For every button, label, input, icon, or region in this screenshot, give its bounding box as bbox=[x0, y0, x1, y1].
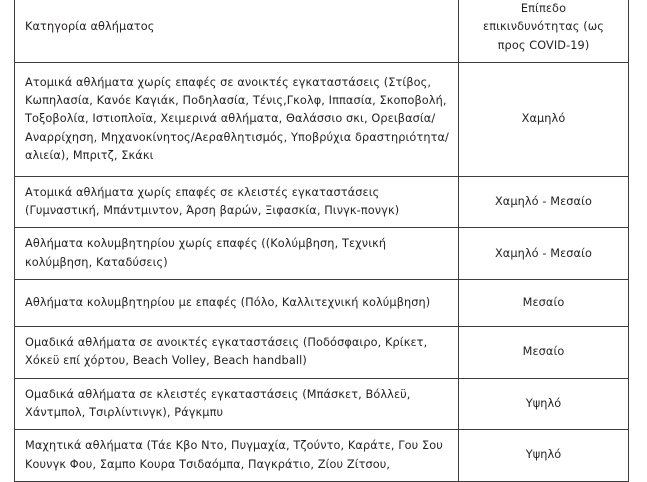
table-row bbox=[15, 280, 629, 327]
table-row bbox=[15, 176, 629, 228]
cell-risk-level: Χαμηλό - Μεσαίο bbox=[459, 176, 629, 228]
cell-sport-category: Αθλήματα κολυμβητηρίου με επαφές (Πόλο, Καλλιτεχνική κολύμβηση) bbox=[15, 280, 459, 327]
column-header-risk-level bbox=[459, 0, 629, 62]
cell-risk-level: Υψηλό bbox=[459, 378, 629, 430]
cell-sport-category: Αθλήματα κολυμβητηρίου χωρίς επαφές ((Κολύμβηση, Τεχνική κολύμβηση, Καταδύσεις) bbox=[15, 228, 459, 280]
cell-risk-level: Μεσαίο bbox=[459, 280, 629, 327]
cell-sport-category: Μαχητικά αθλήματα (Τάε Κβο Ντο, Πυγμαχία, Τζούντο, Καράτε, Γου Σου Κουνγκ Φου, Σαμπο Κουρα Τσιδαόμπα, Παγκράτιο, Ζίου Ζίτσου, bbox=[15, 430, 459, 482]
risk-level-header-line-1: Επίπεδο bbox=[520, 2, 567, 15]
table-row bbox=[15, 228, 629, 280]
cell-sport-category: Ομαδικά αθλήματα σε ανοικτές εγκαταστάσεις (Ποδόσφαιρο, Κρίκετ, Χόκεϋ επί χόρτου, Beach Volley, Beach handball) bbox=[15, 327, 459, 379]
cell-sport-category: Ατομικά αθλήματα χωρίς επαφές σε ανοικτές εγκαταστάσεις (Στίβος, Κωπηλασία, Κανόε Καγιάκ, Ποδηλασία, Τένις,Γκολφ, Ιππασία, Σκοποβολή, Τοξοβολία, Ιστιοπλοϊα, Χειμερινά αθλήματα, Θαλάσσιο σκι, Ορειβασία/Αναρρίχηση, Μηχανοκίνητος/Αεραθλητισμός, Υποβρύχια δραστηριότητα/αλιεία), Μπριτζ, Σκάκι bbox=[15, 62, 459, 176]
sports-risk-level-table bbox=[14, 0, 629, 482]
risk-level-header-line-3: προς COVID-19) bbox=[497, 38, 590, 52]
table-container bbox=[14, 0, 628, 482]
cell-risk-level: Χαμηλό - Μεσαίο bbox=[459, 228, 629, 280]
cell-sport-category: Ατομικά αθλήματα χωρίς επαφές σε κλειστές εγκαταστάσεις (Γυμναστική, Μπάντμιντον, Άρση βαρών, Ξιφασκία, Πινγκ-πονγκ) bbox=[15, 176, 459, 228]
cell-risk-level: Υψηλό bbox=[459, 430, 629, 482]
cell-risk-level: Μεσαίο bbox=[459, 327, 629, 379]
risk-level-header-line-2: επικινδυνότητας (ως bbox=[482, 20, 605, 34]
cell-risk-level: Χαμηλό bbox=[459, 62, 629, 176]
table-row bbox=[15, 378, 629, 430]
table-row bbox=[15, 327, 629, 379]
table-header-row bbox=[15, 0, 629, 62]
table-row bbox=[15, 430, 629, 482]
cell-sport-category: Ομαδικά αθλήματα σε κλειστές εγκαταστάσεις (Μπάσκετ, Βόλλεϋ, Χάντμπολ, Τσιρλίντινγκ), Ράγκμπυ bbox=[15, 378, 459, 430]
column-header-category: Κατηγορία αθλήματος bbox=[15, 0, 459, 62]
table-row bbox=[15, 62, 629, 176]
